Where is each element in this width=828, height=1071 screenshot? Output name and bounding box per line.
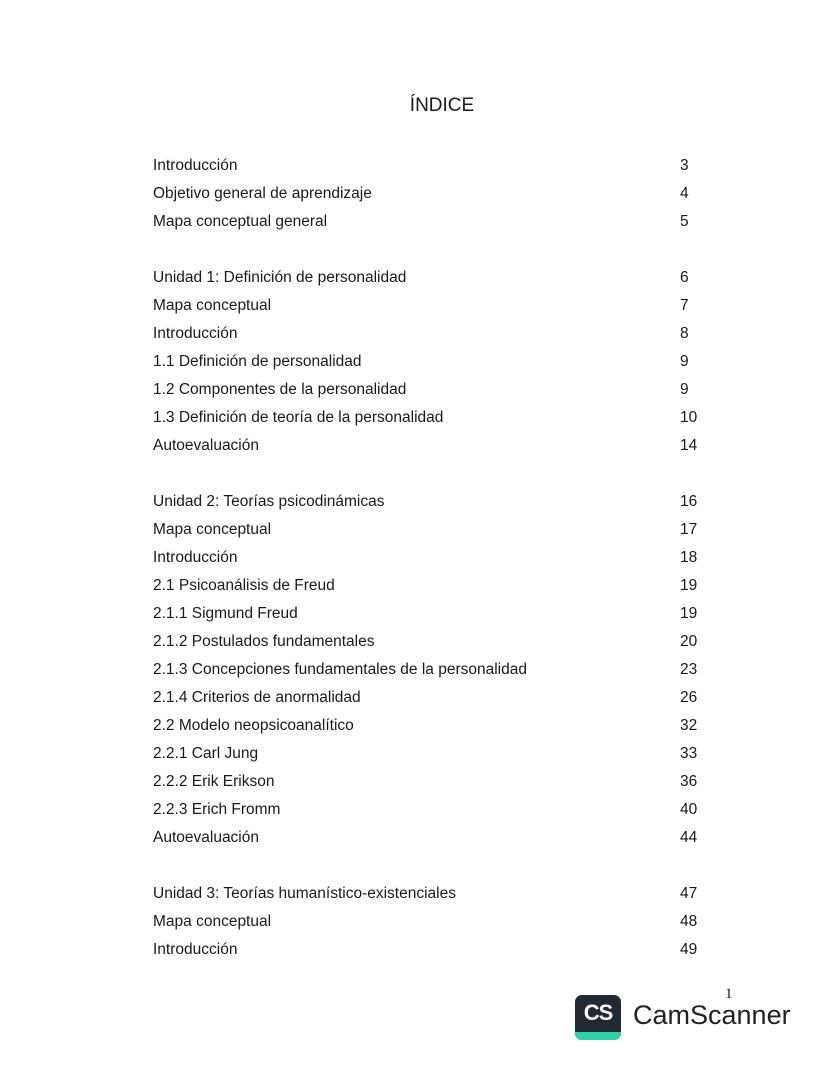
toc-entry-page: 14 <box>680 437 698 454</box>
toc-entry-page: 23 <box>680 661 698 678</box>
toc-entry-label: Introducción <box>153 941 238 958</box>
toc-group <box>153 880 713 964</box>
toc-entry <box>153 488 713 516</box>
camscanner-watermark: CamScanner <box>633 1000 791 1030</box>
toc-entry <box>153 404 713 432</box>
toc-entry <box>153 908 713 936</box>
toc-entry-label: Mapa conceptual <box>153 913 272 930</box>
toc-entry-page: 47 <box>680 885 698 902</box>
toc-entry-page: 5 <box>680 213 689 230</box>
toc-entry-page: 40 <box>680 801 698 818</box>
toc-entry <box>153 180 713 208</box>
toc-entry <box>153 936 713 964</box>
toc-entry-label: Unidad 1: Definición de personalidad <box>153 269 407 286</box>
toc-entry-label: Introducción <box>153 157 238 174</box>
toc-entry-label: 1.3 Definición de teoría de la personalidad <box>153 409 444 426</box>
toc-entry-page: 18 <box>680 549 698 566</box>
toc-entry-label: Introducción <box>153 549 238 566</box>
toc-entry-page: 7 <box>680 297 689 314</box>
toc-entry-label: Mapa conceptual <box>153 297 272 314</box>
toc-entry-label: Autoevaluación <box>153 437 259 454</box>
toc-entry-page: 49 <box>680 941 698 958</box>
toc-entry <box>153 292 713 320</box>
toc-entry-page: 4 <box>680 185 689 202</box>
toc-entry-label: 2.1.1 Sigmund Freud <box>153 605 298 622</box>
toc-entry-label: Introducción <box>153 325 238 342</box>
index-title: ÍNDICE <box>409 95 475 116</box>
toc-group <box>153 488 713 852</box>
toc-entry-page: 6 <box>680 269 689 286</box>
toc-entry-page: 32 <box>680 717 698 734</box>
toc-entry <box>153 264 713 292</box>
toc-entry <box>153 684 713 712</box>
logo-band <box>575 1032 621 1040</box>
toc-entry-label: Mapa conceptual <box>153 521 272 538</box>
toc-entry-page: 9 <box>680 381 689 398</box>
toc-entry-page: 8 <box>680 325 689 342</box>
toc-entry-page: 44 <box>680 829 698 846</box>
toc-entry <box>153 656 713 684</box>
toc-entry-page: 10 <box>680 409 698 426</box>
toc-group <box>153 264 713 460</box>
toc-entry <box>153 320 713 348</box>
toc-entry-label: Autoevaluación <box>153 829 259 846</box>
toc-entry-page: 19 <box>680 577 698 594</box>
toc-entry-page: 33 <box>680 745 698 762</box>
toc-entry-label: 1.1 Definición de personalidad <box>153 353 362 370</box>
toc-entry-page: 48 <box>680 913 698 930</box>
toc-entry <box>153 712 713 740</box>
toc-entry-label: Mapa conceptual general <box>153 213 328 230</box>
toc-entry-page: 26 <box>680 689 698 706</box>
camscanner-logo-icon <box>575 995 621 1040</box>
toc-entry-label: 2.2.1 Carl Jung <box>153 745 259 762</box>
toc-entry-label: 2.1.2 Postulados fundamentales <box>153 633 375 650</box>
toc-entry-label: 2.2.3 Erich Fromm <box>153 801 281 818</box>
toc-entry <box>153 824 713 852</box>
toc-entry <box>153 880 713 908</box>
toc-entry <box>153 516 713 544</box>
toc-entry-page: 36 <box>680 773 698 790</box>
toc-entry-page: 19 <box>680 605 698 622</box>
toc-entry-page: 20 <box>680 633 698 650</box>
toc-entry <box>153 348 713 376</box>
toc-entry <box>153 628 713 656</box>
toc-entry-label: 2.1.3 Concepciones fundamentales de la personalidad <box>153 661 527 678</box>
toc-group <box>153 152 713 236</box>
toc-entry <box>153 376 713 404</box>
table-of-contents <box>153 152 713 992</box>
page-number: 1 <box>725 986 733 1002</box>
toc-entry-label: 2.2 Modelo neopsicoanalítico <box>153 717 354 734</box>
toc-entry-page: 3 <box>680 157 689 174</box>
toc-entry-page: 17 <box>680 521 698 538</box>
toc-entry <box>153 208 713 236</box>
toc-entry-label: 1.2 Componentes de la personalidad <box>153 381 407 398</box>
logo-text: CS <box>583 1000 613 1025</box>
toc-entry-label: 2.1.4 Criterios de anormalidad <box>153 689 361 706</box>
toc-entry <box>153 740 713 768</box>
toc-entry-page: 16 <box>680 493 698 510</box>
toc-entry <box>153 432 713 460</box>
toc-entry <box>153 600 713 628</box>
toc-entry-label: Objetivo general de aprendizaje <box>153 185 372 202</box>
toc-entry <box>153 544 713 572</box>
toc-entry <box>153 572 713 600</box>
toc-entry <box>153 768 713 796</box>
toc-entry <box>153 796 713 824</box>
toc-entry-label: Unidad 3: Teorías humanístico-existenciales <box>153 885 456 902</box>
toc-entry-page: 9 <box>680 353 689 370</box>
toc-entry <box>153 152 713 180</box>
toc-entry-label: 2.1 Psicoanálisis de Freud <box>153 577 335 594</box>
toc-entry-label: Unidad 2: Teorías psicodinámicas <box>153 493 385 510</box>
toc-entry-label: 2.2.2 Erik Erikson <box>153 773 275 790</box>
